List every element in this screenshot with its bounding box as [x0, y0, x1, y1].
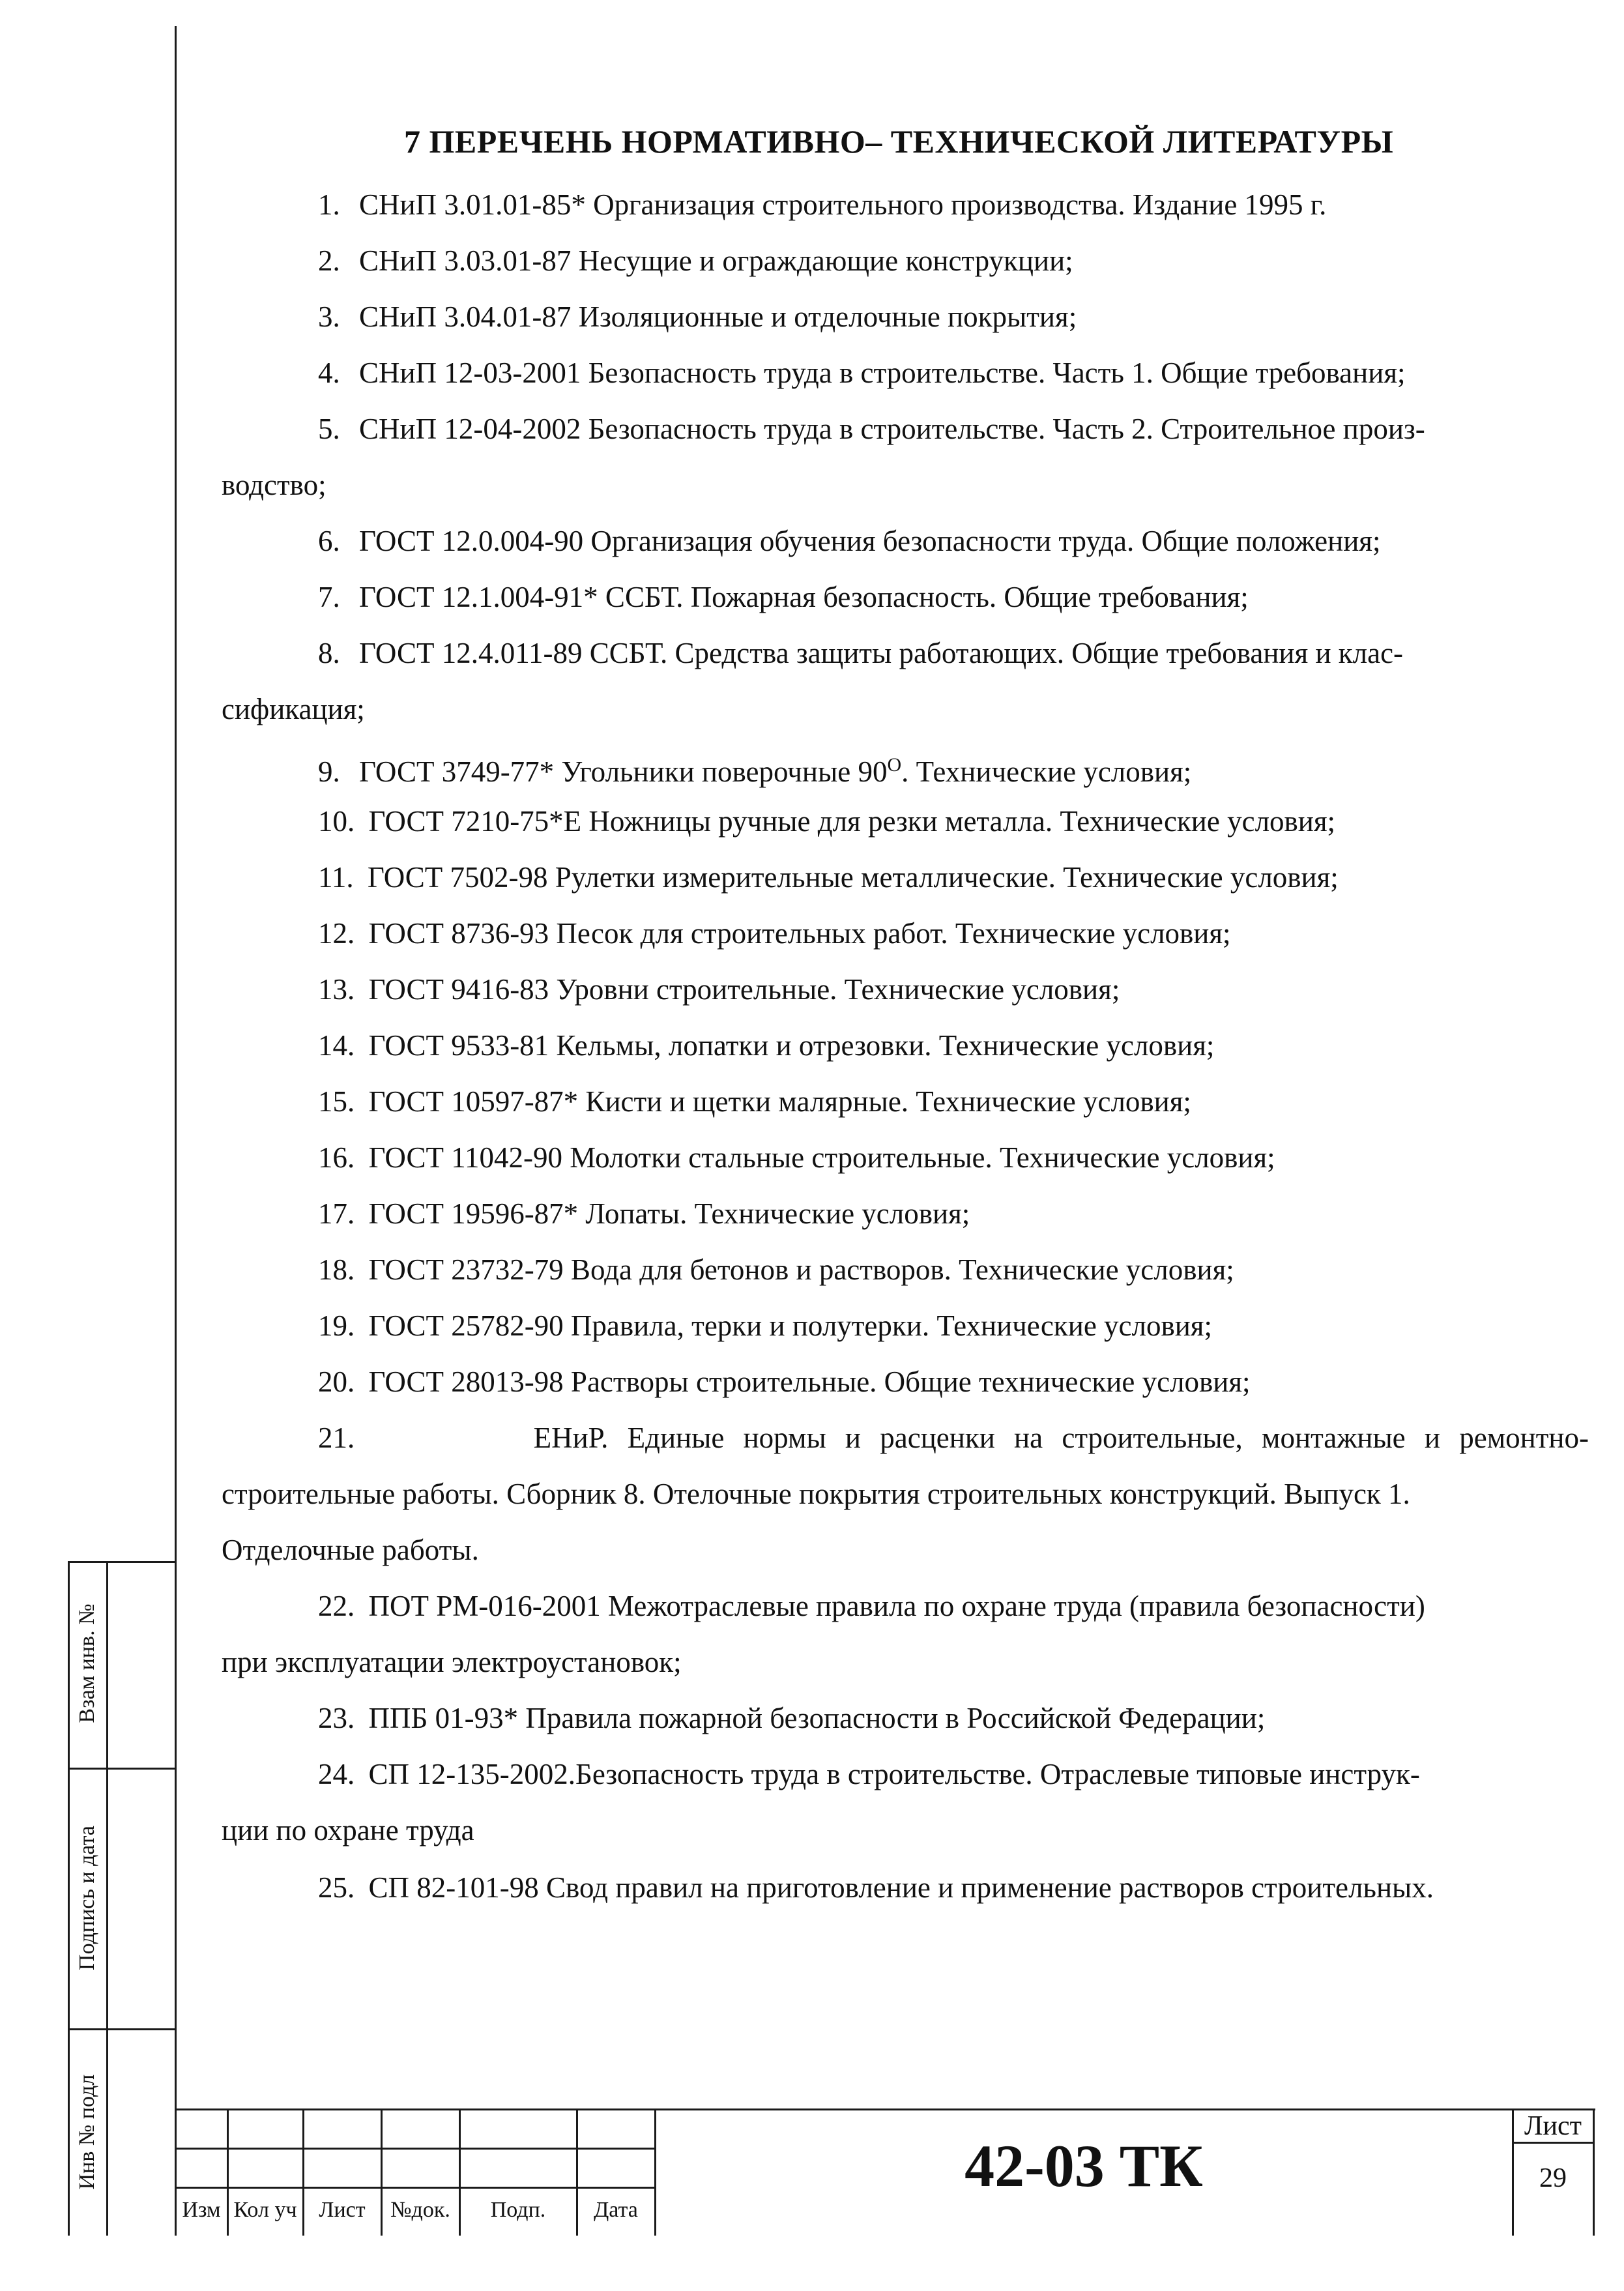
col-kol-label: Кол уч [233, 2198, 297, 2222]
item-text: СНиП 12-03-2001 Безопасность труда в строительстве. Часть 1. Общие требования; [359, 357, 1406, 389]
list-item [318, 1017, 1214, 1074]
title-block-top-line [175, 2109, 1595, 2110]
item-text: ГОСТ 28013-98 Растворы строительные. Общие технические условия; [368, 1365, 1251, 1398]
item-text: ГОСТ 10597-87* Кисти и щетки малярные. Технические условия; [368, 1085, 1191, 1118]
original-inventory-label: Инв № подл [75, 2074, 99, 2190]
sheet-number: 29 [1539, 2163, 1567, 2193]
item-continuation: водство; [222, 469, 326, 501]
left-frame-line [175, 26, 177, 2236]
item-number: 5. [318, 413, 340, 445]
list-item [318, 512, 1381, 570]
list-item [318, 905, 1231, 962]
list-item [318, 961, 1120, 1018]
item-number: 9. [318, 755, 340, 788]
list-item [318, 1129, 1275, 1186]
item-number: 11. [318, 861, 354, 894]
item-text: ГОСТ 23732-79 Вода для бетонов и растворов. Технические условия; [368, 1253, 1234, 1286]
item-text: ГОСТ 12.4.011-89 ССБТ. Средства защиты работающих. Общие требования и клас- [359, 637, 1404, 669]
item-continuation: Отделочные работы. [222, 1534, 479, 1566]
col-list-label: Лист [319, 2198, 366, 2222]
item-number: 24. [318, 1758, 355, 1790]
item-number: 19. [318, 1309, 355, 1342]
list-item [318, 1745, 1420, 1803]
item-text: ГОСТ 25782-90 Правила, терки и полутерки. Технические условия; [368, 1309, 1212, 1342]
item-number: 18. [318, 1253, 355, 1286]
col-podp-label: Подп. [490, 2198, 546, 2222]
item-text: ГОСТ 19596-87* Лопаты. Технические условия; [368, 1197, 970, 1230]
degree-superscript: О [887, 754, 902, 776]
item-text: ГОСТ 7502-98 Рулетки измерительные металлические. Технические условия; [367, 861, 1339, 894]
item-text: ППБ 01-93* Правила пожарной безопасности в Российской Федерации; [368, 1702, 1266, 1734]
list-item [318, 1073, 1191, 1130]
item-number: 1. [318, 188, 340, 221]
item-text: ГОСТ 11042-90 Молотки стальные строительные. Технические условия; [368, 1141, 1275, 1174]
item-number: 3. [318, 300, 340, 333]
signature-date-label: Подпись и дата [75, 1826, 99, 1970]
list-item [318, 624, 1403, 682]
item-text: ЕНиР. Единые нормы и расценки на строительные, монтажные и ремонтно- [533, 1422, 1589, 1454]
title-block-sheet-line [1512, 2142, 1594, 2144]
item-number: 16. [318, 1141, 355, 1174]
item-text: СП 12-135-2002.Безопасность труда в строительстве. Отраслевые типовые инструк- [368, 1758, 1420, 1790]
item-number: 21. [318, 1422, 355, 1454]
item-text: ГОСТ 12.0.004-90 Организация обучения безопасности труда. Общие положения; [359, 525, 1381, 557]
list-item [318, 400, 1425, 458]
col-ndok-label: №док. [390, 2198, 450, 2222]
list-item [318, 1185, 970, 1242]
item-number: 4. [318, 357, 340, 389]
item-number: 10. [318, 805, 355, 838]
list-item [318, 1859, 1434, 1916]
item-number: 13. [318, 973, 355, 1006]
side-stamp-top-line [68, 1561, 176, 1563]
item-text: ГОСТ 7210-75*Е Ножницы ручные для резки металла. Технические условия; [368, 805, 1336, 838]
list-item [318, 737, 1191, 800]
item-text: СНиП 3.01.01-85* Организация строительного производства. Издание 1995 г. [359, 188, 1327, 221]
list-item [318, 1297, 1212, 1354]
section-title: 7 ПЕРЕЧЕНЬ НОРМАТИВНО‒ ТЕХНИЧЕСКОЙ ЛИТЕРАТУРЫ [404, 123, 1394, 160]
item-number: 20. [318, 1365, 355, 1398]
document-code: 42-03 ТК [964, 2133, 1203, 2199]
item-number: 14. [318, 1029, 355, 1062]
replacement-inventory-label: Взам инв. № [75, 1603, 99, 1723]
list-item [318, 793, 1335, 850]
item-continuation: ции по охране труда [222, 1814, 474, 1846]
title-block-right-line [1593, 2109, 1595, 2236]
item-text [359, 755, 1191, 788]
item-number: 7. [318, 581, 340, 613]
item-text: ГОСТ 9416-83 Уровни строительные. Технические условия; [368, 973, 1120, 1006]
sheet-label: Лист [1524, 2111, 1582, 2141]
list-item [318, 1353, 1251, 1410]
item-text: ГОСТ 12.1.004-91* ССБТ. Пожарная безопасность. Общие требования; [359, 581, 1249, 613]
item-continuation: сификация; [222, 693, 365, 725]
item-number: 22. [318, 1590, 355, 1622]
list-item [318, 288, 1077, 345]
item-text: СП 82-101-98 Свод правил на приготовление и применение растворов строительных. [368, 1871, 1434, 1904]
title-block-row-line [175, 2187, 654, 2189]
item-number: 17. [318, 1197, 355, 1230]
list-item [318, 1409, 1589, 1467]
list-item [318, 1241, 1234, 1298]
item-text: ПОТ РМ-016-2001 Межотраслевые правила по охране труда (правила безопасности) [368, 1590, 1425, 1622]
list-item [318, 1689, 1265, 1747]
list-item [318, 1577, 1425, 1635]
item-text-part: . Технические условия; [901, 755, 1192, 788]
col-izm-label: Изм [182, 2198, 221, 2222]
item-number: 8. [318, 637, 340, 669]
item-number: 12. [318, 917, 355, 950]
side-stamp-divider-line [106, 1561, 108, 2236]
item-continuation: при эксплуатации электроустановок; [222, 1646, 682, 1678]
item-continuation: строительные работы. Сборник 8. Отелочные покрытия строительных конструкций. Выпуск 1. [222, 1478, 1410, 1510]
item-number: 25. [318, 1871, 355, 1904]
list-item [318, 849, 1339, 906]
side-stamp-line-3 [68, 2028, 176, 2030]
item-number: 15. [318, 1085, 355, 1118]
item-text: СНиП 12-04-2002 Безопасность труда в строительстве. Часть 2. Строительное произ- [359, 413, 1425, 445]
list-item [318, 176, 1326, 233]
item-text: СНиП 3.04.01-87 Изоляционные и отделочные покрытия; [359, 300, 1077, 333]
item-text: ГОСТ 8736-93 Песок для строительных работ. Технические условия; [368, 917, 1231, 950]
item-number: 6. [318, 525, 340, 557]
list-item [318, 232, 1073, 289]
side-stamp-outer-line [68, 1561, 70, 2236]
item-number: 23. [318, 1702, 355, 1734]
item-text-part: ГОСТ 3749-77* Угольники поверочные 90 [359, 755, 888, 788]
list-item [318, 568, 1249, 626]
item-text: СНиП 3.03.01-87 Несущие и ограждающие конструкции; [359, 244, 1073, 277]
list-item [318, 344, 1406, 401]
item-text: ГОСТ 9533-81 Кельмы, лопатки и отрезовки. Технические условия; [368, 1029, 1215, 1062]
side-stamp-line-2 [68, 1768, 176, 1770]
col-data-label: Дата [594, 2198, 638, 2222]
title-block-row-line [175, 2148, 654, 2150]
item-number: 2. [318, 244, 340, 277]
